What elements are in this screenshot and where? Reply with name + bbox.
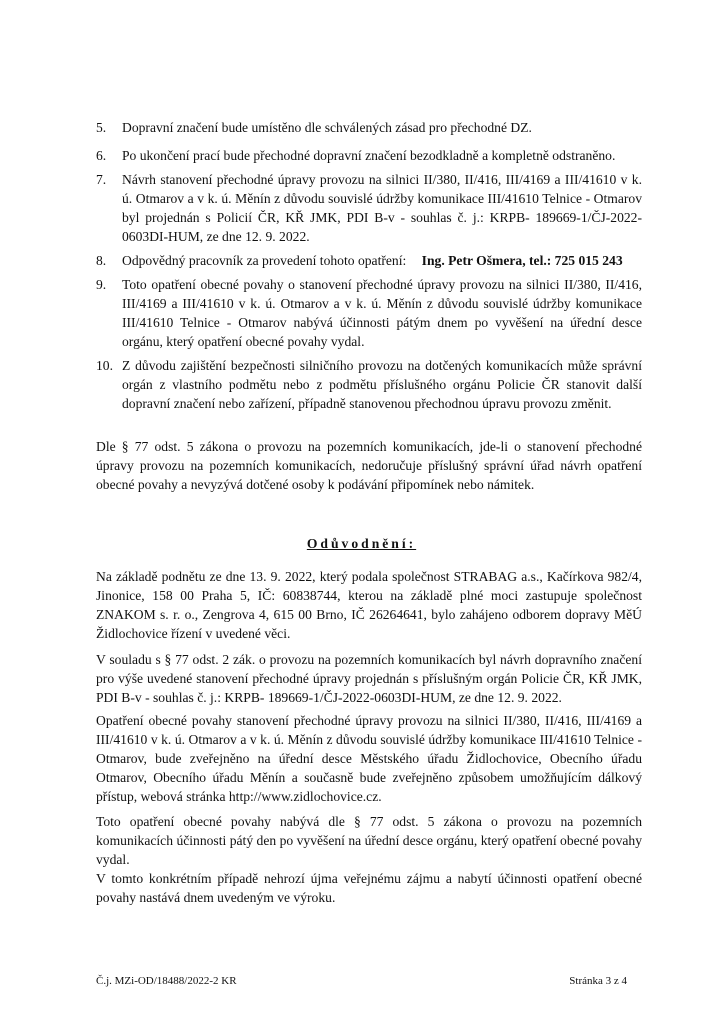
- reasoning-paragraph-3: Opatření obecné povahy stanovení přechodné úpravy provozu na silnici II/380, II/416, III/4169 a III/41610 v k. ú. Otmarov a v k. ú. Měnín z důvodu souvislé údržby komunikace III/41610 Telnice - Otmarov, bude zveřejněno na úřední desce Městského úřadu Židlochovice, Obecního úřadu Otmarov, Obecního úřadu Měnín a současně bude zveřejněno způsobem umožňujícím dálkový přístup, webová stránka http://www.zidlochovice.cz.: [96, 713, 642, 804]
- item-number: 9.: [96, 277, 107, 292]
- legal-note-paragraph: Dle § 77 odst. 5 zákona o provozu na pozemních komunikacích, jde-li o stanovení přechodné úpravy provozu na pozemních komunikacích, nedoručuje příslušný správní úřad návrh opatření obecné povahy a nevyzývá dotčené osoby k podávání připomínek nebo námitek.: [96, 439, 642, 492]
- responsible-label: Odpovědný pracovník za provedení tohoto opatření:: [122, 253, 407, 268]
- item-text: Návrh stanovení přechodné úpravy provozu na silnici II/380, II/416, III/4169 a III/41610 v k. ú. Otmarov a v k. ú. Měnín z důvodu souvislé údržby komunikace III/41610 Telnice - Otmarov byl projednán s Policií ČR, KŘ JMK, PDI B-v - souhlas č. j.: KRPB- 189669-1/ČJ-2022-0603DI-HUM, ze dne 12. 9. 2022.: [122, 172, 642, 244]
- item-text: Po ukončení prací bude přechodné dopravní značení bezodkladně a kompletně odstraněno.: [122, 148, 616, 163]
- list-item-7: [96, 170, 642, 246]
- item-text: Z důvodu zajištění bezpečnosti silničního provozu na dotčených komunikacích může správní orgán z vlastního podmětu nebo z podmětu příslušného orgánu Policie ČR stanovit další dopravní značení nebo zařízení, případně stanovenou přechodnou úpravu provozu změnit.: [122, 358, 642, 411]
- list-item-5: [96, 118, 642, 137]
- section-heading: Odůvodnění:: [306, 536, 417, 551]
- item-number: 8.: [96, 253, 107, 268]
- item-text: [122, 251, 642, 270]
- page-number: Stránka 3 z 4: [569, 975, 627, 987]
- reasoning-paragraph-1: Na základě podnětu ze dne 13. 9. 2022, který podala společnost STRABAG a.s., Kačírkova 982/4, Jinonice, 158 00 Praha 5, IČ: 60838744, kterou na základě plné moci zastupuje společnost ZNAKOM s. r. o., Zengrova 4, 615 00 Brno, IČ 26264641, bylo zahájeno odborem dopravy MěÚ Židlochovice řízení v uvedené věci.: [96, 569, 642, 641]
- reasoning-paragraph-4: Toto opatření obecné povahy nabývá dle § 77 odst. 5 zákona o provozu na pozemních komunikacích účinnosti pátý den po vyvěšení na úřední desce orgánu, který opatření obecné povahy vydal.: [96, 814, 642, 867]
- reasoning-paragraph-2: V souladu s § 77 odst. 2 zák. o provozu na pozemních komunikacích byl návrh dopravního značení pro výše uvedené stanovení přechodné úpravy projednán s příslušným orgán Policie ČR, KŘ JMK, PDI B-v - souhlas č. j.: KRPB- 189669-1/ČJ-2022-0603DI-HUM, ze dne 12. 9. 2022.: [96, 652, 642, 705]
- item-number: 6.: [96, 148, 107, 163]
- responsible-person: Ing. Petr Ošmera, tel.: 725 015 243: [421, 253, 623, 268]
- item-text: Dopravní značení bude umístěno dle schválených zásad pro přechodné DZ.: [122, 120, 532, 135]
- document-reference: Č.j. MZi-OD/18488/2022-2 KR: [96, 975, 237, 987]
- list-item-8: [96, 251, 642, 270]
- item-number: 10.: [96, 358, 113, 373]
- list-item-10: [96, 356, 642, 413]
- item-number: 7.: [96, 172, 107, 187]
- list-item-9: [96, 275, 642, 351]
- item-text: Toto opatření obecné povahy o stanovení přechodné úpravy provozu na silnici II/380, II/416, III/4169 a III/41610 v k. ú. Otmarov a v k. ú. Měnín z důvodu souvislé údržby komunikace III/41610 Telnice - Otmarov nabývá účinnosti pátým dnem po vyvěšení na úřední desce orgánu, který opatření obecné povahy vydal.: [122, 277, 642, 349]
- list-item-6: [96, 146, 642, 165]
- item-number: 5.: [96, 120, 107, 135]
- reasoning-paragraph-5: V tomto konkrétním případě nehrozí újma veřejnému zájmu a nabytí účinnosti opatření obecné povahy nastává dnem uvedeným ve výroku.: [96, 871, 642, 905]
